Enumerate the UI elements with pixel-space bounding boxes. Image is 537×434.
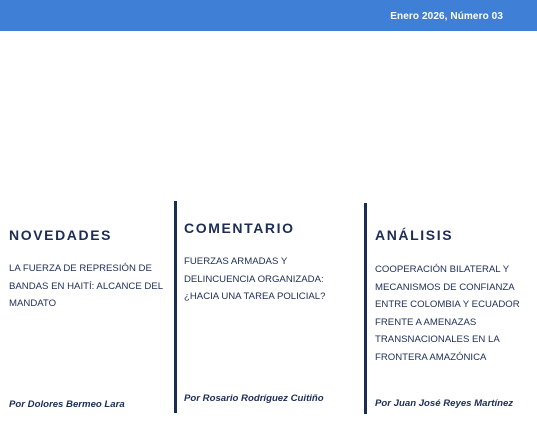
section-title: NOVEDADES [9, 227, 113, 243]
section-title: ANÁLISIS [375, 227, 454, 243]
article-author: Por Rosario Rodríguez Cuitiño [184, 393, 324, 404]
article-headline[interactable]: FUERZAS ARMADAS Y DELINCUENCIA ORGANIZADA: ¿HACIA UNA TAREA POLICIAL? [184, 256, 326, 303]
section-novedades [9, 227, 169, 243]
column-divider [174, 201, 177, 413]
section-comentario [184, 220, 354, 236]
header-bar [0, 0, 537, 31]
article-author: Por Dolores Bermeo Lara [9, 399, 125, 410]
article-headline[interactable]: LA FUERZA DE REPRESIÓN DE BANDAS EN HAITÍ: ALCANCE DEL MANDATO [9, 263, 163, 310]
section-analisis [375, 227, 530, 243]
column-divider [364, 203, 367, 414]
article-headline[interactable]: COOPERACIÓN BILATERAL Y MECANISMOS DE CONFIANZA ENTRE COLOMBIA Y ECUADOR FRENTE A AMENAZAS TRANSNACIONALES EN LA FRONTERA AMAZÓNICA [375, 264, 520, 363]
article-author: Por Juan José Reyes Martínez [375, 398, 514, 409]
section-title: COMENTARIO [184, 220, 295, 236]
issue-date: Enero 2026, Número 03 [390, 11, 503, 22]
